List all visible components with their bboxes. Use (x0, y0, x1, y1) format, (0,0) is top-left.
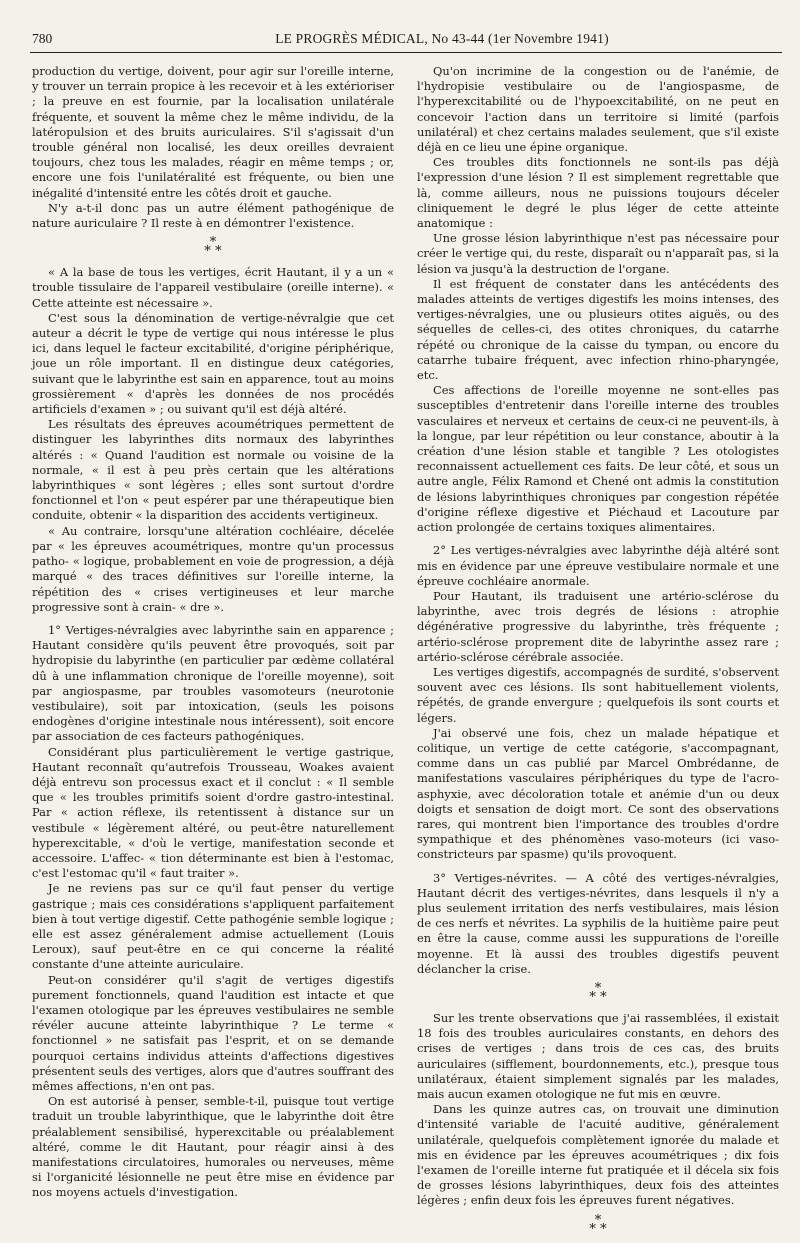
paragraph: Ces troubles dits fonctionnels ne sont-ils pas déjà l'expression d'une lésion ? Il est simplement regrettable que là, comme ailleurs, nous ne puissions toujours déceler cliniquement le degré le plus léger de cette atteinte anatomique : (417, 155, 779, 231)
right-column (417, 64, 779, 1243)
running-header (32, 29, 782, 49)
paragraph: On est autorisé à penser, semble-t-il, puisque tout vertige traduit un trouble labyrinthique, que le labyrinthe doit être préalablement sensibilisé, hyperexcitable ou préalablement altéré, comme le dit Hautant, pour réagir ainsi à des manifestations circulatoires, humorales ou nerveuses, même si l'organicité lésionnelle ne peut être mise en évidence par nos moyens actuels d'investigation. (32, 1094, 394, 1200)
paragraph: production du vertige, doivent, pour agir sur l'oreille interne, y trouver un terrain propice à les recevoir et à les extérioriser ; la preuve en est fournie, par la localisation unilatérale fréquente, et souvent la même chez le même individu, de la latéropulsion et des bruits auriculaires. S'il s'agissait d'un trouble général non localisé, les deux oreilles devraient toujours, chez tous les malades, réagir en même temps ; or, encore une fois l'unilatéralité est fréquente, ou bien une inégalité d'intensité entre les côtés droit et gauche. (32, 64, 394, 200)
paragraph: Je ne reviens pas sur ce qu'il faut penser du vertige gastrique ; mais ces considérations s'appliquent parfaitement bien à tout vertige digestif. Cette pathogénie semble logique ; elle est assez généralement admise actuellement (Louis Leroux), sauf peut-être en ce qui concerne la réalité constante d'une atteinte auriculaire. (32, 881, 394, 972)
paragraph: J'ai observé une fois, chez un malade hépatique et colitique, un vertige de cette catégorie, s'accompagnant, comme dans un cas publié par Marcel Ombrédanne, de manifestations vasculaires périphériques du type de l'acro-asphyxie, avec décoloration totale et anémie d'un ou deux doigts et sensation de doigt mort. Ce sont des observations rares, qui montrent bien l'importance des troubles d'ordre sympathique et des phénomènes vaso-moteurs (ici vaso-constricteurs par spasme) qu'ils provoquent. (417, 725, 779, 862)
left-column (32, 64, 394, 1201)
paragraph: Ces affections de l'oreille moyenne ne sont-elles pas susceptibles d'entretenir dans l'oreille interne des troubles vasculaires et nerveux et certains de ceux-ci ne peuvent-ils, à la longue, par leur répétition ou leur constance, aboutir à la création d'une lésion stable et tangible ? Les otologistes reconnaissent actuellement ces faits. De leur côté, et sous un autre angle, Félix Ramond et Chené ont admis la constitution de lésions labyrinthiques chroniques par congestion répétée d'origine réflexe digestive et Piéchaud et Lacouture par action prolongée de certains toxiques alimentaires. (417, 383, 779, 535)
paragraph: Pour Hautant, ils traduisent une artério-sclérose du labyrinthe, avec trois degrés de lésions : atrophie dégénérative progressive du labyrinthe, très fréquente ; artério-sclérose proprement dite de labyrinthe assez rare ; artério-sclérose cérébrale associée. (417, 588, 779, 664)
paragraph: « A la base de tous les vertiges, écrit Hautant, il y a un « trouble tissulaire de l'appareil vestibulaire (oreille interne). « Cette atteinte est nécessaire ». (32, 265, 394, 310)
section-separator: * * * (589, 1212, 607, 1237)
paragraph: Considérant plus particulièrement le vertige gastrique, Hautant reconnaît qu'autrefois Trousseau, Woakes avaient déjà entrevu son processus exact et il conclut : « Il semble que « les troubles primitifs soient d'ordre gastro-intestinal. Par « action réflexe, ils retentissent à distance sur un vestibule « légèrement altéré, ou peut-être naturellement hyperexcitable, « d'où le vertige, manifestation seconde et accessoire. L'affec- « tion déterminante est bien à l'estomac, c'est l'estomac qu'il « faut traiter ». (32, 744, 394, 881)
paragraph: « Au contraire, lorsqu'une altération cochléaire, décelée par « les épreuves acoumétriques, montre qu'un processus patho- « logique, probablement en voie de progression, a déjà marqué « des traces définitives sur l'oreille interne, la répétition des « crises vertigineuses et leur marche progressive sont à crain- « dre ». (32, 523, 394, 614)
page-number: 780 (32, 31, 53, 46)
section-separator: * * * (204, 235, 222, 260)
header-rule (30, 52, 782, 53)
paragraph: 1° Vertiges-névralgies avec labyrinthe sain en apparence ; Hautant considère qu'ils peuvent être provoqués, soit par hydropisie du labyrinthe (en particulier par œdème collatéral dû à une inflammation chronique de l'oreille moyenne), soit par angiospasme, par troubles vasomoteurs (neurotonie vestibulaire), soit par intoxication, (seuls les poisons endogènes d'origine intestinale nous intéressent), soit encore par association de ces facteurs pathogéniques. (32, 622, 394, 744)
paragraph: 3° Vertiges-névrites. — A côté des vertiges-névralgies, Hautant décrit des vertiges-névrites, dans lesquels il n'y a plus seulement irritation des nerfs vestibulaires, mais lésion de ces nerfs et névrites. La syphilis de la huitième paire peut en être la cause, comme aussi les suppurations de l'oreille moyenne. Et là aussi des troubles digestifs peuvent déclancher la crise. (417, 870, 779, 976)
section-separator: * * * (589, 980, 607, 1005)
paragraph: Dans les quinze autres cas, on trouvait une diminution d'intensité variable de l'acuité auditive, généralement unilatérale, quelquefois complètement ignorée du malade et mis en évidence par les épreuves acoumétriques ; dix fois l'examen de l'oreille interne fut pratiquée et il décela six fois de grosses lésions labyrinthiques, deux fois des atteintes légères ; enfin deux fois les épreuves furent négatives. (417, 1102, 779, 1208)
paragraph: 2° Les vertiges-névralgies avec labyrinthe déjà altéré sont mis en évidence par une épreuve vestibulaire normale et une épreuve cochléaire anormale. (417, 543, 779, 588)
paragraph: Il est fréquent de constater dans les antécédents des malades atteints de vertiges digestifs les moins intenses, des vertiges-névralgies, une ou plusieurs otites aiguës, ou des séquelles de celles-ci, des otites chroniques, du catarrhe répété ou chronique de la caisse du tympan, ou encore du catarrhe tubaire fréquent, avec infection rhino-pharyngée, etc. (417, 276, 779, 383)
paragraph: C'est sous la dénomination de vertige-névralgie que cet auteur a décrit le type de vertige qui nous intéresse le plus ici, dans lequel le facteur excitabilité, d'origine périphérique, joue un rôle important. Il en distingue deux catégories, suivant que le labyrinthe est sain en apparence, tout au moins grossièrement « d'après les données de nos procédés artificiels d'examen » ; ou suivant qu'il est déjà altéré. (32, 310, 394, 417)
paragraph: Les vertiges digestifs, accompagnés de surdité, s'observent souvent avec ces lésions. Ils sont habituellement violents, répétés, de grande envergure ; quelquefois ils sont courts et légers. (417, 664, 780, 725)
paragraph: Peut-on considérer qu'il s'agit de vertiges digestifs purement fonctionnels, quand l'audition est intacte et que l'examen otologique par les épreuves vestibulaires ne semble révéler aucune atteinte labyrinthique ? Le terme « fonctionnel » ne satisfait pas l'esprit, et on se demande pourquoi certains individus atteints d'affections digestives présentent seuls des vertiges, alors que d'autres souffrant des mêmes affections, n'en ont pas. (32, 972, 394, 1093)
paragraph: Qu'on incrimine de la congestion ou de l'anémie, de l'hydropisie vestibulaire ou de l'angiospasme, de l'hyperexcitabilité ou de l'hypoexcitabilité, on ne peut en concevoir l'action dans un territoire si limité (parfois unilatéral) et chez certains malades seulement, que s'il existe déjà en ce lieu une épine organique. (417, 64, 779, 155)
paragraph: Les résultats des épreuves acoumétriques permettent de distinguer les labyrinthes dits normaux des labyrinthes altérés : « Quand l'audition est normale ou voisine de la normale, « il est à peu près certain que les altérations labyrinthiques « sont légères ; elles sont surtout d'ordre fonctionnel et l'on « peut espérer par une thérapeutique bien conduite, obtenir « la disparition des accidents vertigineux. (32, 417, 394, 523)
paragraph: N'y a-t-il donc pas un autre élément pathogénique de nature auriculaire ? Il reste à en démontrer l'existence. (32, 200, 394, 231)
paragraph: Sur les trente observations que j'ai rassemblées, il existait 18 fois des troubles auriculaires constants, en dehors des crises de vertiges ; dans trois de ces cas, des bruits auriculaires (sifflement, bourdonnements, etc.), presque tous unilatéraux, étaient simplement signalés par les malades, mais aucun examen otologique ne fut mis en œuvre. (417, 1010, 779, 1101)
paragraph: Une grosse lésion labyrinthique n'est pas nécessaire pour créer le vertige qui, du reste, disparaît ou n'apparaît pas, si la lésion va jusqu'à la destruction de l'organe. (417, 231, 779, 276)
running-title: LE PROGRÈS MÉDICAL, No 43-44 (1er Novembre 1941) (275, 31, 609, 46)
